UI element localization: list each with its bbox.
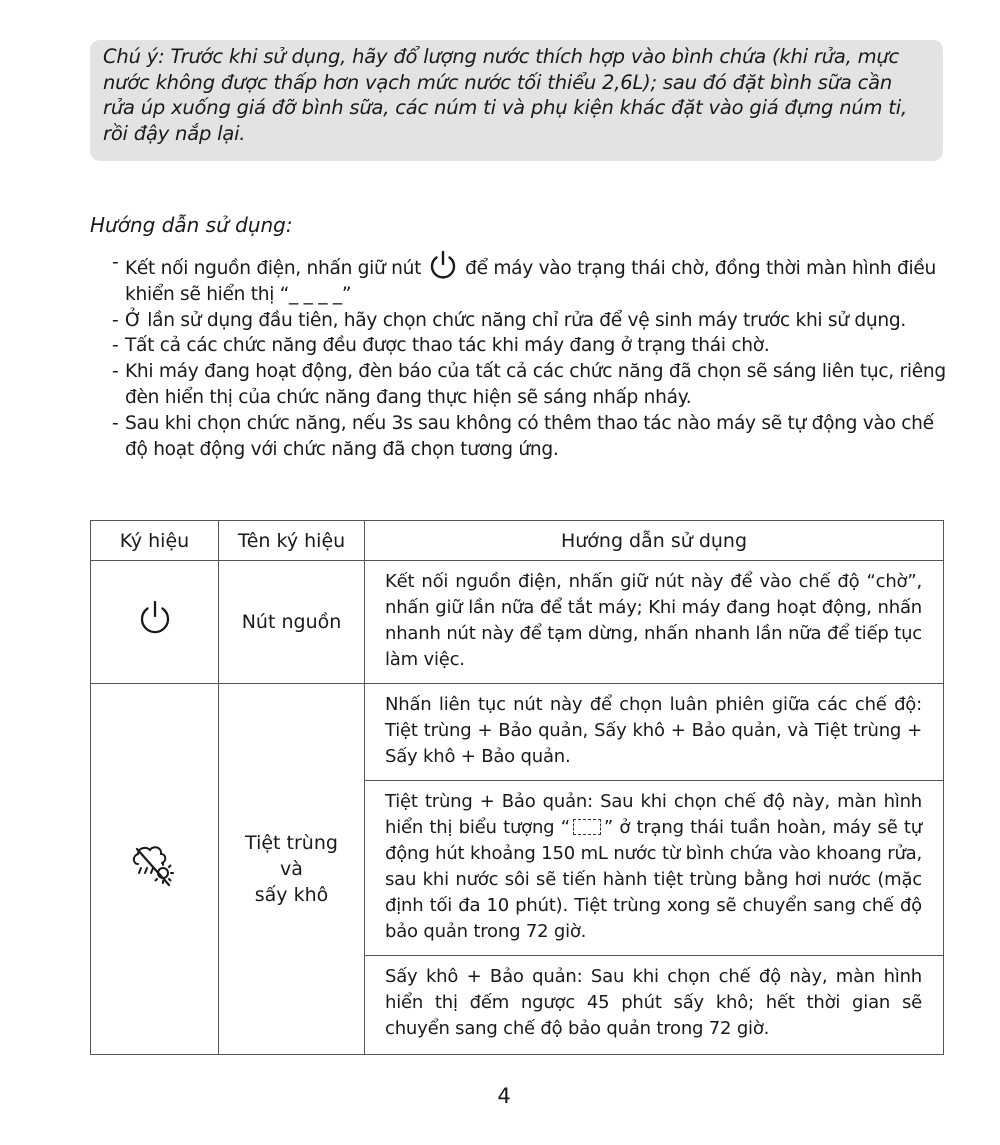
dashed-square-icon: [573, 819, 601, 835]
symbol-cell: [91, 684, 219, 1055]
table-row: [91, 684, 944, 781]
instruction-step: - Khi máy đang hoạt động, đèn báo của tất cả các chức năng đã chọn sẽ sáng liên tục, riêng đèn hiển thị của chức năng đang thực hiện sẽ sáng nhấp nháy.: [112, 359, 948, 411]
symbol-name-cell: Nút nguồn: [219, 561, 365, 684]
usage-text: ” ở trạng thái tuần hoàn, máy sẽ tự động hút khoảng 150 mL nước từ bình chứa vào khoang rửa, sau khi nước sôi sẽ tiến hành tiệt trùng bằng hơi nước (mặc định tối đa 10 phút). Tiệt trùng xong sẽ chuyển sang chế độ bảo quản trong 72 giờ.: [385, 817, 922, 942]
power-icon: [135, 598, 175, 638]
instruction-step: - Ở lần sử dụng đầu tiên, hãy chọn chức năng chỉ rửa để vệ sinh máy trước khi sử dụng.: [112, 308, 948, 334]
page-number: 4: [497, 1084, 511, 1108]
step-text: Kết nối nguồn điện, nhấn giữ nút: [125, 258, 422, 279]
symbol-cell: [91, 561, 219, 684]
instruction-step: - Sau khi chọn chức năng, nếu 3s sau không có thêm thao tác nào máy sẽ tự động vào chế độ hoạt động với chức năng đã chọn tương ứng.: [112, 411, 948, 463]
usage-text: Tiệt trùng + Bảo quản: Sau khi chọn chế độ này, màn hình hiển thị biểu tượng “: [385, 791, 922, 838]
name-line: Tiệt trùng: [245, 832, 338, 854]
instructions-title: Hướng dẫn sử dụng:: [90, 213, 293, 237]
name-line: và: [280, 858, 303, 880]
usage-cell: Nhấn liên tục nút này để chọn luân phiên giữa các chế độ: Tiệt trùng + Bảo quản, Sấy khô + Bảo quản, và Tiệt trùng + Sấy khô + Bảo quản.: [365, 684, 944, 781]
steam-dry-icon: [129, 839, 181, 891]
usage-cell: [365, 781, 944, 956]
symbol-guide-table: [90, 520, 944, 1055]
symbol-name-cell: [219, 684, 365, 1055]
power-icon: [427, 250, 459, 280]
usage-cell: Sấy khô + Bảo quản: Sau khi chọn chế độ này, màn hình hiển thị đếm ngược 45 phút sấy khô; hết thời gian sẽ chuyển sang chế độ bảo quản trong 72 giờ.: [365, 956, 944, 1055]
header-symbol-name: Tên ký hiệu: [219, 521, 365, 561]
caution-note: Chú ý: Trước khi sử dụng, hãy đổ lượng nước thích hợp vào bình chứa (khi rửa, mực nước không được thấp hơn vạch mức nước tối thiểu 2,6L); sau đó đặt bình sữa cần rửa úp xuống giá đỡ bình sữa, các núm ti và phụ kiện khác đặt vào giá đựng núm ti, rồi đậy nắp lại.: [90, 40, 943, 161]
name-line: sấy khô: [254, 884, 329, 906]
instruction-step: [112, 250, 948, 308]
usage-cell: Kết nối nguồn điện, nhấn giữ nút này để vào chế độ “chờ”, nhấn giữ lần nữa để tắt máy; Khi máy đang hoạt động, nhấn nhanh nút này để tạm dừng, nhấn nhanh lần nữa để tiếp tục làm việc.: [365, 561, 944, 684]
table-row: [91, 561, 944, 684]
instruction-list: [112, 250, 948, 462]
header-usage: Hướng dẫn sử dụng: [365, 521, 944, 561]
step-text: để máy vào trạng thái chờ, đồng thời màn hình điều khiển sẽ hiển thị “_ _ _ _”: [125, 258, 936, 305]
header-symbol: Ký hiệu: [91, 521, 219, 561]
table-header-row: [91, 521, 944, 561]
instruction-step: - Tất cả các chức năng đều được thao tác khi máy đang ở trạng thái chờ.: [112, 333, 948, 359]
